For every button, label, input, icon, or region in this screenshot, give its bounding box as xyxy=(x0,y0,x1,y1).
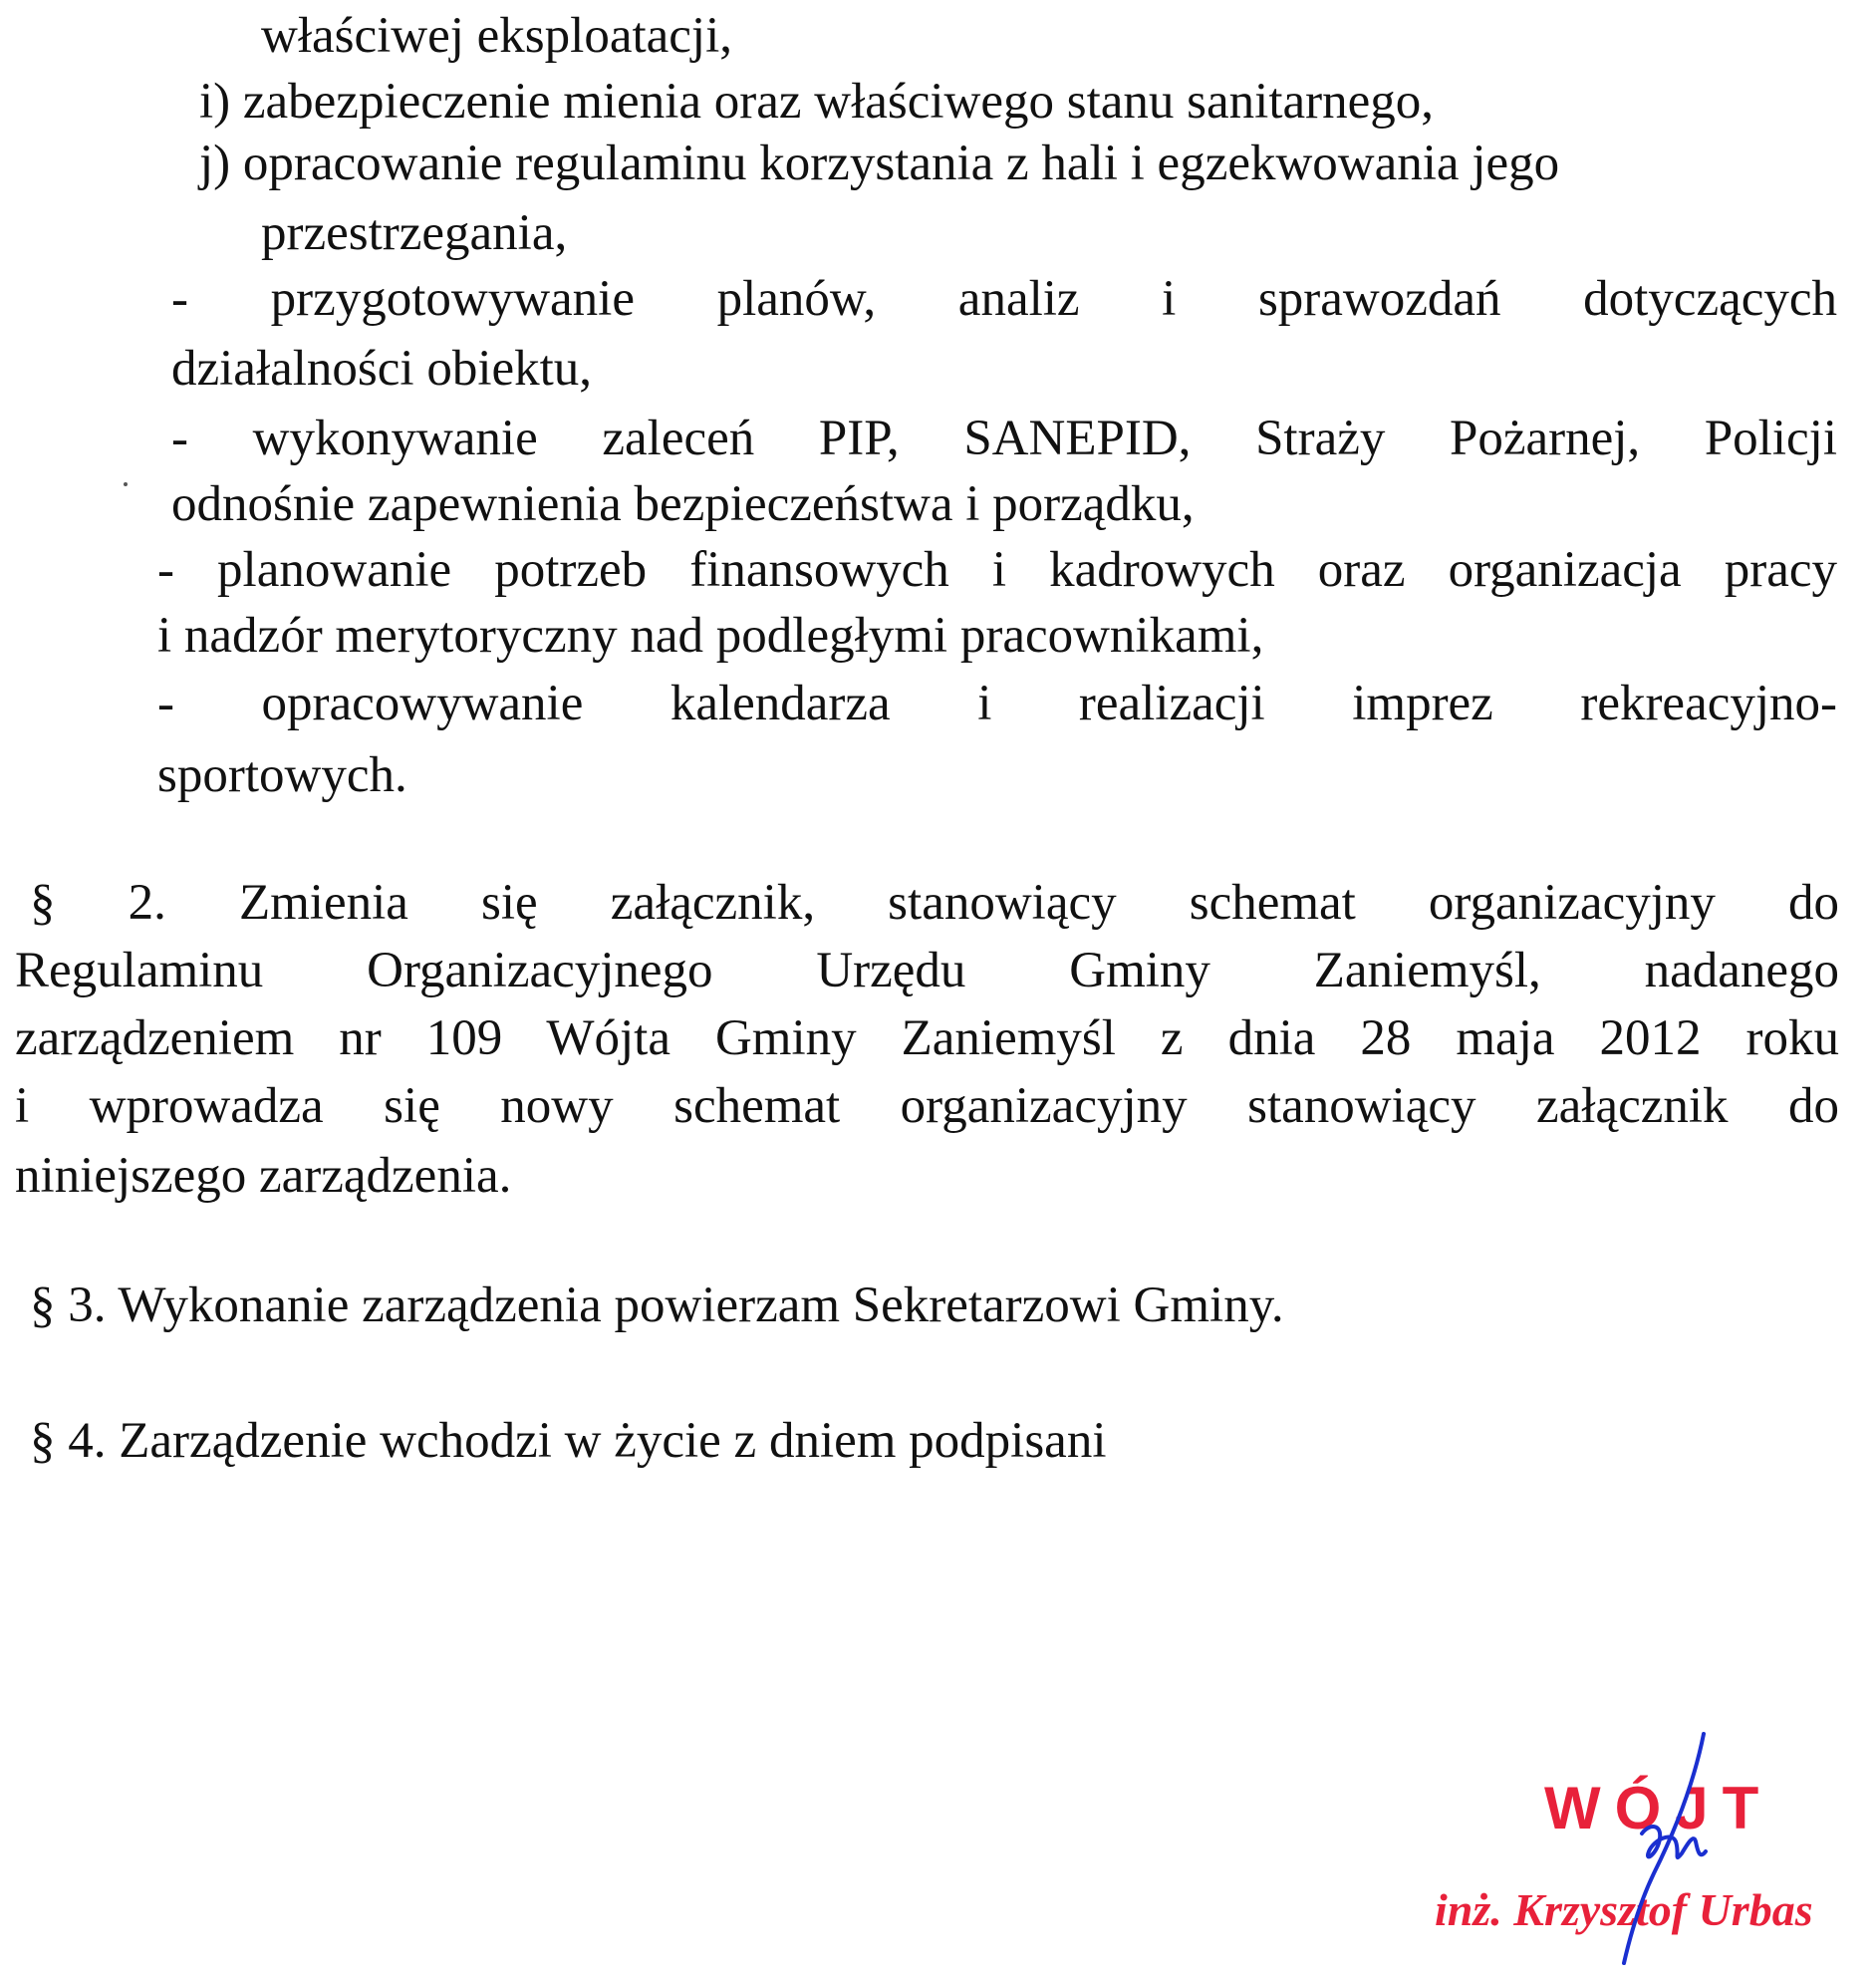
paragraph-2-line-2: Regulaminu Organizacyjnego Urzędu Gminy Zaniemyśl, nadanego xyxy=(15,943,1839,998)
stamp-name: inż. Krzysztof Urbas xyxy=(1435,1884,1813,1935)
bullet-3-line-1: - planowanie potrzeb finansowych i kadrowych oraz organizacja pracy xyxy=(157,542,1837,598)
bullet-1-line-2: działalności obiektu, xyxy=(171,341,593,397)
list-item-continuation: właściwej eksploatacji, xyxy=(261,8,732,64)
list-item-j: j) opracowanie regulaminu korzystania z hali i egzekwowania jego xyxy=(199,136,1560,191)
paragraph-2-line-3: zarządzeniem nr 109 Wójta Gminy Zaniemyśl z dnia 28 maja 2012 roku xyxy=(15,1010,1839,1066)
scan-speck xyxy=(124,482,128,486)
bullet-2-line-2: odnośnie zapewnienia bezpieczeństwa i porządku, xyxy=(171,476,1195,532)
paragraph-2-line-4: i wprowadza się nowy schemat organizacyjny stanowiący załącznik do xyxy=(15,1078,1839,1134)
list-item-j-continuation: przestrzegania, xyxy=(261,205,568,261)
stamp-title: WÓJT xyxy=(1544,1775,1773,1841)
bullet-1-line-1: - przygotowywanie planów, analiz i sprawozdań dotyczących xyxy=(171,271,1837,327)
list-item-i: i) zabezpieczenie mienia oraz właściwego stanu sanitarnego, xyxy=(199,74,1434,130)
paragraph-2-line-1: § 2. Zmienia się załącznik, stanowiący schemat organizacyjny do xyxy=(30,875,1839,931)
bullet-4-line-2: sportowych. xyxy=(157,747,407,803)
paragraph-2-line-5: niniejszego zarządzenia. xyxy=(15,1148,512,1204)
signature-icon xyxy=(1554,1724,1773,1973)
bullet-3-line-2: i nadzór merytoryczny nad podległymi pracownikami, xyxy=(157,608,1264,664)
paragraph-3: § 3. Wykonanie zarządzenia powierzam Sekretarzowi Gminy. xyxy=(30,1277,1284,1333)
paragraph-4: § 4. Zarządzenie wchodzi w życie z dniem podpisani xyxy=(30,1413,1107,1469)
bullet-4-line-1: - opracowywanie kalendarza i realizacji imprez rekreacyjno- xyxy=(157,676,1837,731)
bullet-2-line-1: - wykonywanie zaleceń PIP, SANEPID, Straży Pożarnej, Policji xyxy=(171,411,1837,466)
